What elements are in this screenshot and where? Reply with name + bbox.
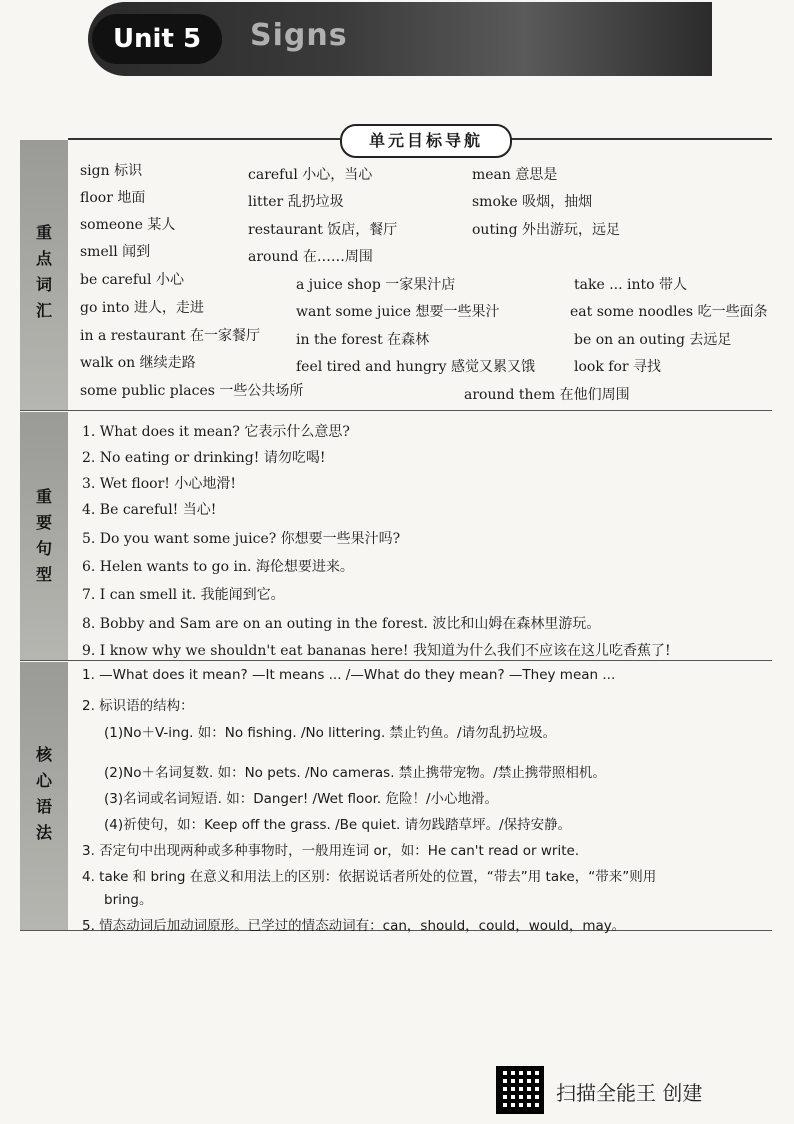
grammar-item: 1. —What does it mean? —It means ... /—What do they mean? —They mean ... xyxy=(82,667,616,683)
section-label-vocab xyxy=(20,220,68,324)
grammar-item: 5. 情态动词后加动词原形。已学过的情态动词有：can，should，could，would，may。 xyxy=(82,918,626,934)
section-label-grammar xyxy=(20,742,68,846)
sentence-item: 3. Wet floor! 小心地滑! xyxy=(82,476,237,492)
sentence-item: 6. Helen wants to go in. 海伦想要进来。 xyxy=(82,559,354,575)
unit-title: Signs xyxy=(250,18,348,53)
sentence-item: 5. Do you want some juice? 你想要一些果汁吗? xyxy=(82,531,401,547)
vocab-item: mean 意思是 xyxy=(472,167,558,183)
grammar-item: (4)祈使句，如：Keep off the grass. /Be quiet. 请勿践踏草坪。/保持安静。 xyxy=(104,817,572,833)
nav-title: 单元目标导航 xyxy=(340,124,512,158)
vocab-item: outing 外出游玩，远足 xyxy=(472,222,620,238)
vocab-item: restaurant 饭店，餐厅 xyxy=(248,222,398,238)
grammar-item: (1)No＋V-ing. 如：No fishing. /No littering. 禁止钓鱼。/请勿乱扔垃圾。 xyxy=(104,725,557,741)
phrase-item: be careful 小心 xyxy=(80,272,184,288)
side-panel-sentences xyxy=(20,412,68,660)
nav-rule-left xyxy=(68,138,340,140)
side-panel-vocab xyxy=(20,140,68,410)
qr-code-icon xyxy=(496,1066,544,1114)
sentence-item: 9. I know why we shouldn't eat bananas here! 我知道为什么我们不应该在这儿吃香蕉了! xyxy=(82,643,671,659)
scanner-watermark: 扫描全能王 创建 xyxy=(556,1081,703,1105)
grammar-item: 4. take 和 bring 在意义和用法上的区别：依据说话者所处的位置，“带去”用 take，“带来”则用 xyxy=(82,869,657,885)
grammar-item: (3)名词或名词短语. 如：Danger! /Wet floor. 危险！/小心地滑。 xyxy=(104,791,499,807)
phrase-item: take ... into 带人 xyxy=(574,277,687,293)
phrase-item: in a restaurant 在一家餐厅 xyxy=(80,328,261,344)
phrase-item: some public places 一些公共场所 xyxy=(80,383,304,399)
vocab-item: sign 标识 xyxy=(80,163,143,179)
grammar-item: (2)No＋名词复数. 如：No pets. /No cameras. 禁止携带宠物。/禁止携带照相机。 xyxy=(104,765,606,781)
section-label-sentences xyxy=(20,484,68,588)
phrase-item: in the forest 在森林 xyxy=(296,332,430,348)
phrase-item: feel tired and hungry 感觉又累又饿 xyxy=(296,359,536,375)
sentence-item: 8. Bobby and Sam are on an outing in the forest. 波比和山姆在森林里游玩。 xyxy=(82,616,601,632)
section-label-vocab-text: 重点词汇 xyxy=(36,223,53,320)
section-divider xyxy=(20,410,772,411)
section-divider xyxy=(20,660,772,661)
section-label-grammar-text: 核心语法 xyxy=(36,745,53,842)
phrase-item: want some juice 想要一些果汁 xyxy=(296,304,500,320)
phrase-item: look for 寻找 xyxy=(574,359,662,375)
phrase-item: go into 进人，走进 xyxy=(80,300,204,316)
nav-rule-right xyxy=(508,138,772,140)
side-panel-grammar xyxy=(20,662,68,930)
sentence-item: 4. Be careful! 当心! xyxy=(82,502,217,518)
vocab-item: someone 某人 xyxy=(80,217,176,233)
vocab-item: smoke 吸烟，抽烟 xyxy=(472,194,593,210)
grammar-item: bring。 xyxy=(104,892,153,908)
sentence-item: 7. I can smell it. 我能闻到它。 xyxy=(82,587,285,603)
unit-label: Unit 5 xyxy=(92,14,222,64)
sentence-item: 1. What does it mean? 它表示什么意思? xyxy=(82,424,350,440)
sentence-item: 2. No eating or drinking! 请勿吃喝! xyxy=(82,450,326,466)
phrase-item: be on an outing 去远足 xyxy=(574,332,732,348)
phrase-item: a juice shop 一家果汁店 xyxy=(296,277,456,293)
vocab-item: litter 乱扔垃圾 xyxy=(248,194,344,210)
vocab-item: around 在……周围 xyxy=(248,249,373,265)
grammar-item: 3. 否定句中出现两种或多种事物时，一般用连词 or，如：He can't read or write. xyxy=(82,843,580,859)
section-label-sentences-text: 重要句型 xyxy=(36,487,53,584)
phrase-item: around them 在他们周围 xyxy=(464,387,630,403)
phrase-item: eat some noodles 吃一些面条 xyxy=(570,304,768,320)
vocab-item: careful 小心，当心 xyxy=(248,167,373,183)
vocab-item: floor 地面 xyxy=(80,190,146,206)
phrase-item: walk on 继续走路 xyxy=(80,355,196,371)
vocab-item: smell 闻到 xyxy=(80,244,151,260)
grammar-item: 2. 标识语的结构： xyxy=(82,698,194,714)
